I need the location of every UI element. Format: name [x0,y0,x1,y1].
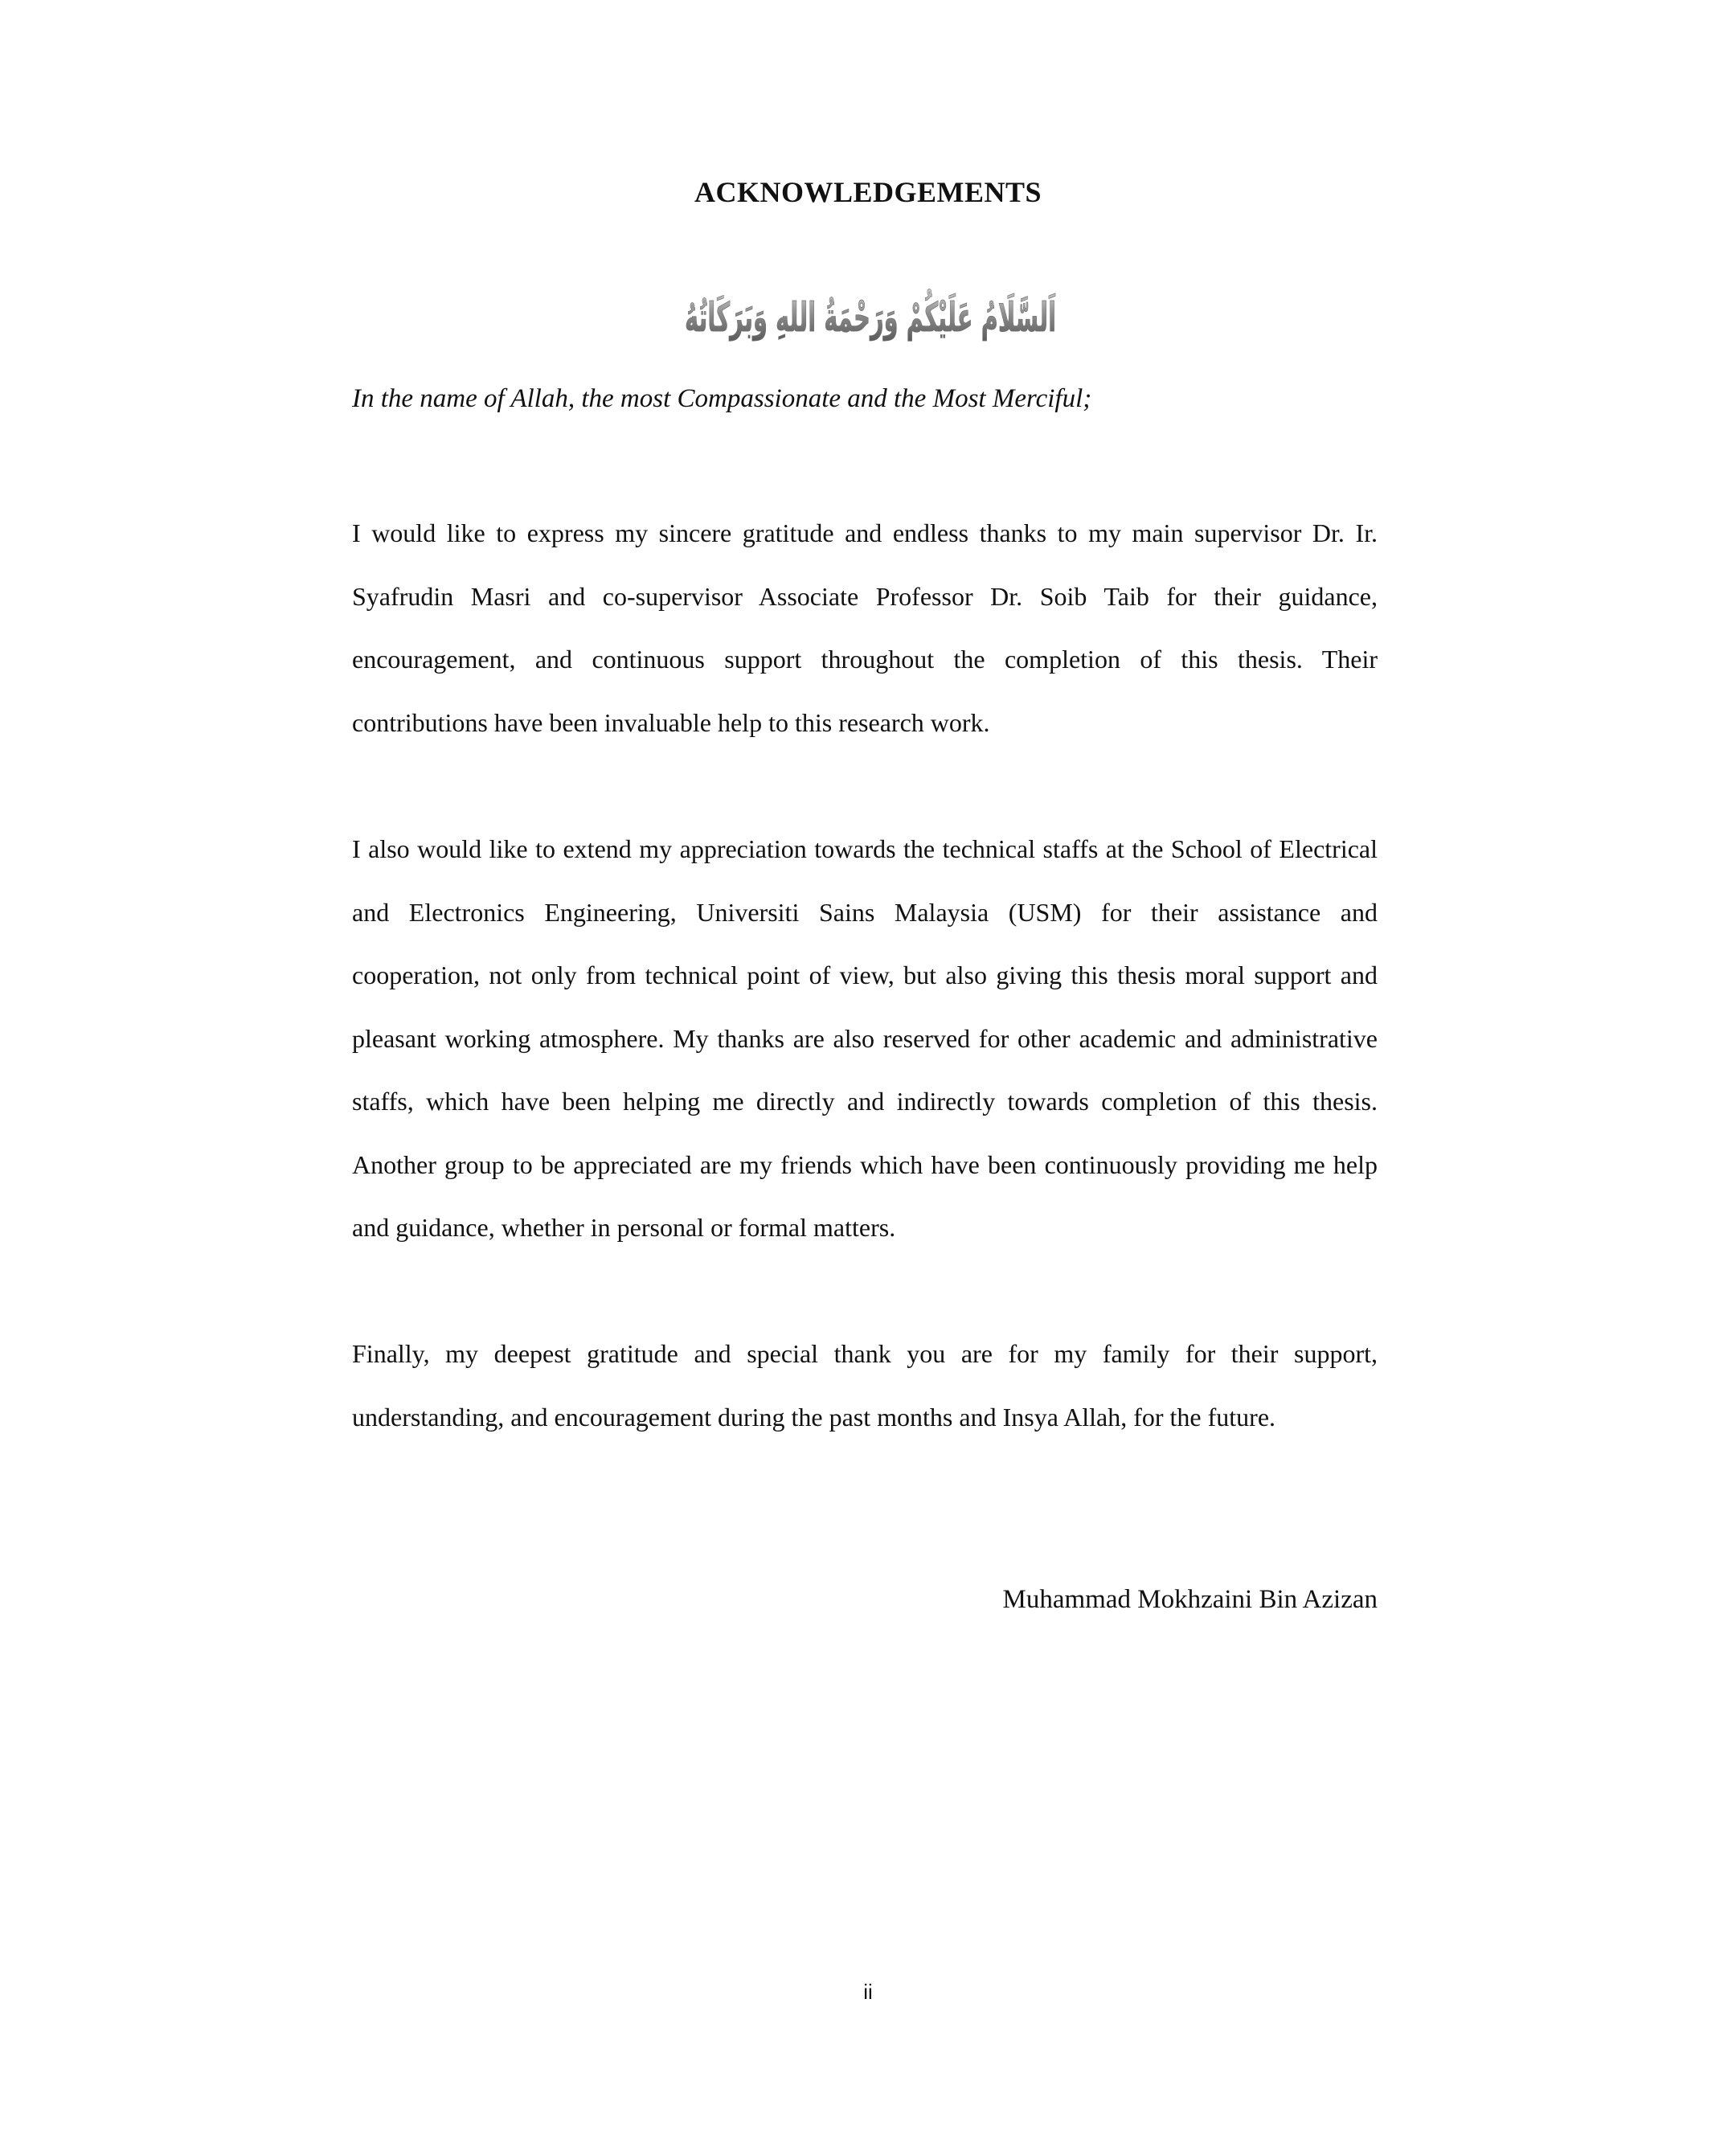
basmalah-line: In the name of Allah, the most Compassionate and the Most Merciful; [352,384,1092,413]
page-number: ii [863,1980,873,2004]
author-signature: Muhammad Mokhzaini Bin Azizan [1002,1585,1378,1614]
page-title: ACKNOWLEDGEMENTS [694,176,1042,208]
paragraph-family: Finally, my deepest gratitude and special thank you are for my family for their support, understanding, and encouragement during the past months and Insya Allah, for the future. [352,1339,1378,1432]
paragraph-supervisors: I would like to express my sincere gratitude and endless thanks to my main supervisor Dr. Ir. Syafrudin Masri and co-supervisor Associate Professor Dr. Soib Taib for their guidance, encouragement, and continuous support throughout the completion of this thesis. Their contributions have been invaluable help to this research work. [352,518,1378,737]
salutation-text: اَلسَّلَامُ عَلَيْكُمْ وَرَحْمَةُ اللهِ وَبَرَكَاتُهُ [685,294,1327,341]
paragraph-staff: I also would like to extend my appreciation towards the technical staffs at the School of Electrical and Electronics Engineering, Universiti Sains Malaysia (USM) for their assistance and cooperation, not only from technical point of view, but also giving this thesis moral support and pleasant working atmosphere. My thanks are also reserved for other academic and administrative staffs, which have been helping me directly and indirectly towards completion of this thesis. Another group to be appreciated are my friends which have been continuously providing me help and guidance, whether in personal or formal matters. [352,834,1378,1242]
arabic-calligraphy [675,273,1327,362]
